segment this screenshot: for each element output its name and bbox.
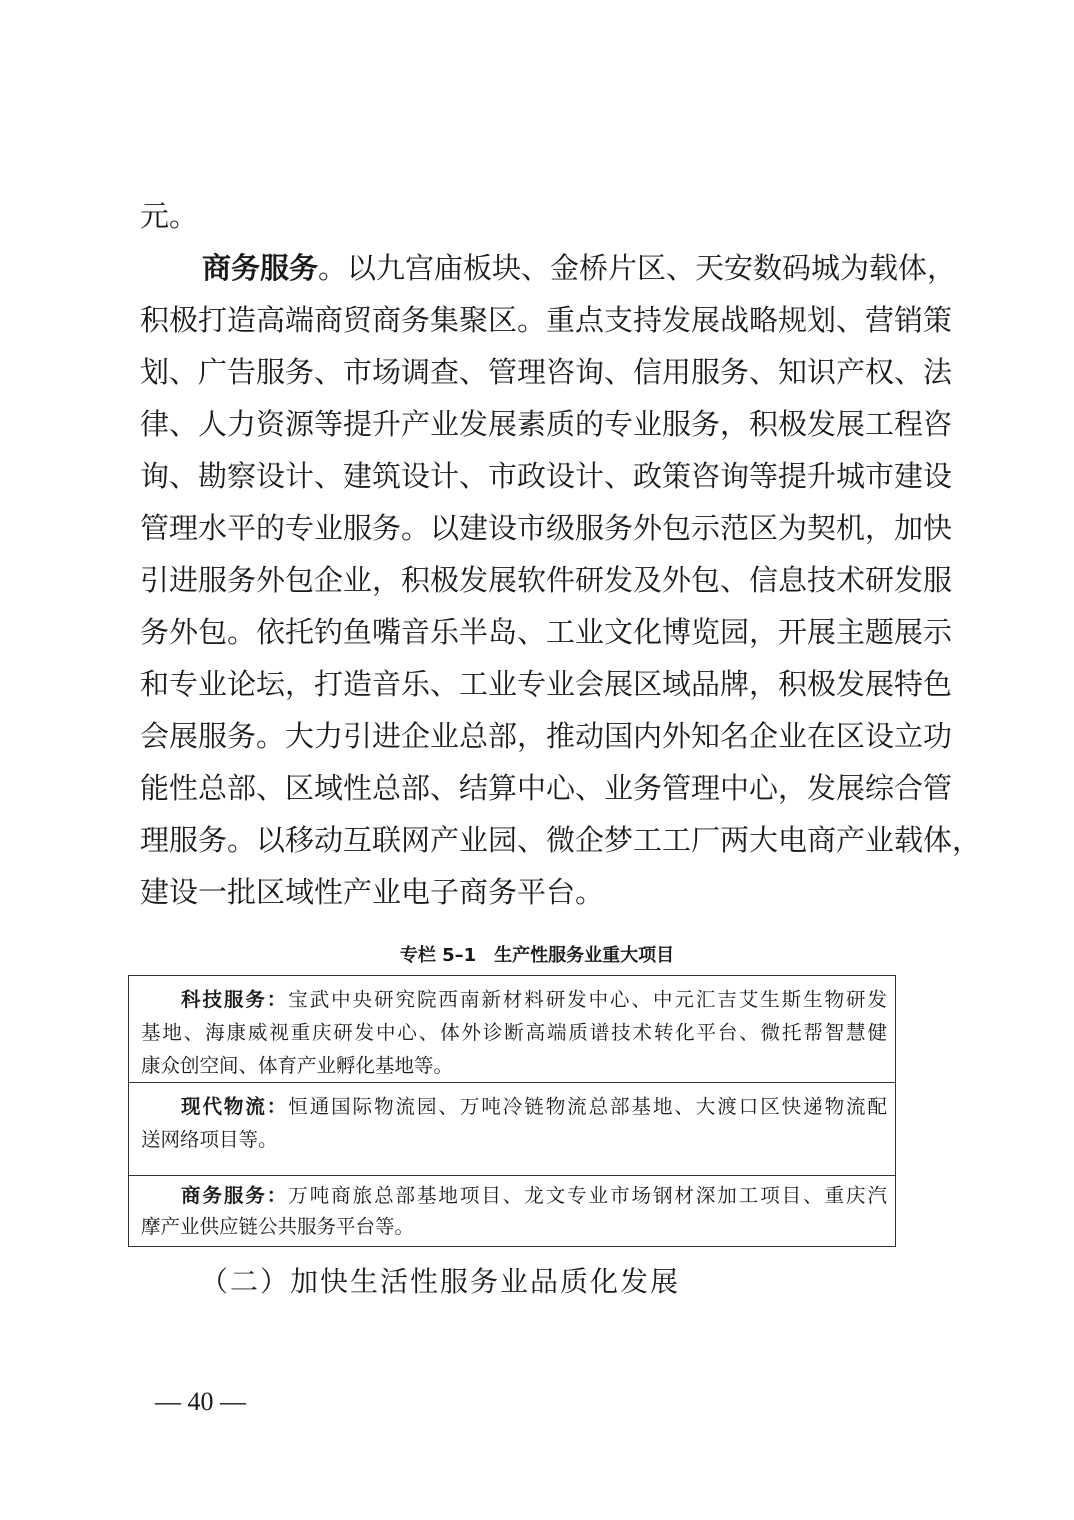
- body-line: 积极打造高端商贸商务集聚区。重点支持发展战略规划、营销策: [140, 303, 953, 337]
- table-line: 送网络项目等。: [141, 1128, 278, 1151]
- page-number: — 40 —: [155, 1387, 246, 1416]
- body-line: 引进服务外包企业，积极发展软件研发及外包、信息技术研发服: [140, 563, 953, 597]
- table-line: 基地、海康威视重庆研发中心、体外诊断高端质谱技术转化平台、微托帮智慧健: [141, 1021, 887, 1044]
- paragraph-title: 商务服务: [202, 251, 319, 285]
- body-line: 询、勘察设计、建筑设计、市政设计、政策咨询等提升城市建设: [140, 459, 953, 493]
- row-label: 商务服务：: [181, 1184, 289, 1207]
- body-line: 建设一批区域性产业电子商务平台。: [140, 875, 605, 909]
- body-line: 律、人力资源等提升产业发展素质的专业服务，积极发展工程咨: [140, 407, 953, 441]
- row-text: 万吨商旅总部基地项目、龙文专业市场钢材深加工项目、重庆汽: [288, 1184, 887, 1207]
- body-line: 划、广告服务、市场调查、管理咨询、信用服务、知识产权、法: [140, 355, 953, 389]
- body-line: 管理水平的专业服务。以建设市级服务外包示范区为契机，加快: [140, 511, 953, 545]
- table-caption: 专栏 5–1 生产性服务业重大项目: [399, 945, 675, 966]
- table-line: [181, 1093, 887, 1121]
- body-line: 会展服务。大力引进企业总部，推动国内外知名企业在区设立功: [140, 719, 953, 753]
- row-text: 恒通国际物流园、万吨冷链物流总部基地、大渡口区快递物流配: [288, 1095, 887, 1118]
- body-line-text: 。以九宫庙板块、金桥片区、天安数码城为载体，: [318, 251, 957, 285]
- table-row: [129, 1175, 895, 1246]
- table-line: 摩产业供应链公共服务平台等。: [141, 1215, 415, 1238]
- row-text: 宝武中央研究院西南新材料研发中心、中元汇吉艾生斯生物研发: [288, 988, 887, 1011]
- table-row: [129, 976, 895, 1082]
- section-heading: （二）加快生活性服务业品质化发展: [200, 1265, 681, 1298]
- row-label: 科技服务：: [181, 988, 289, 1011]
- table-row: [129, 1082, 895, 1176]
- body-line: 能性总部、区域性总部、结算中心、业务管理中心，发展综合管: [140, 771, 953, 805]
- table-line: [181, 986, 887, 1014]
- table-line: [181, 1182, 887, 1210]
- row-label: 现代物流：: [181, 1095, 289, 1118]
- table-line: 康众创空间、体育产业孵化基地等。: [141, 1054, 454, 1077]
- project-table: [128, 975, 896, 1247]
- body-line: 和专业论坛，打造音乐、工业专业会展区域品牌，积极发展特色: [140, 667, 953, 701]
- body-line: 务外包。依托钓鱼嘴音乐半岛、工业文化博览园，开展主题展示: [140, 615, 953, 649]
- body-line: 理服务。以移动互联网产业园、微企梦工工厂两大电商产业载体，: [140, 823, 982, 857]
- body-line: [202, 248, 957, 288]
- body-line: 元。: [140, 199, 199, 233]
